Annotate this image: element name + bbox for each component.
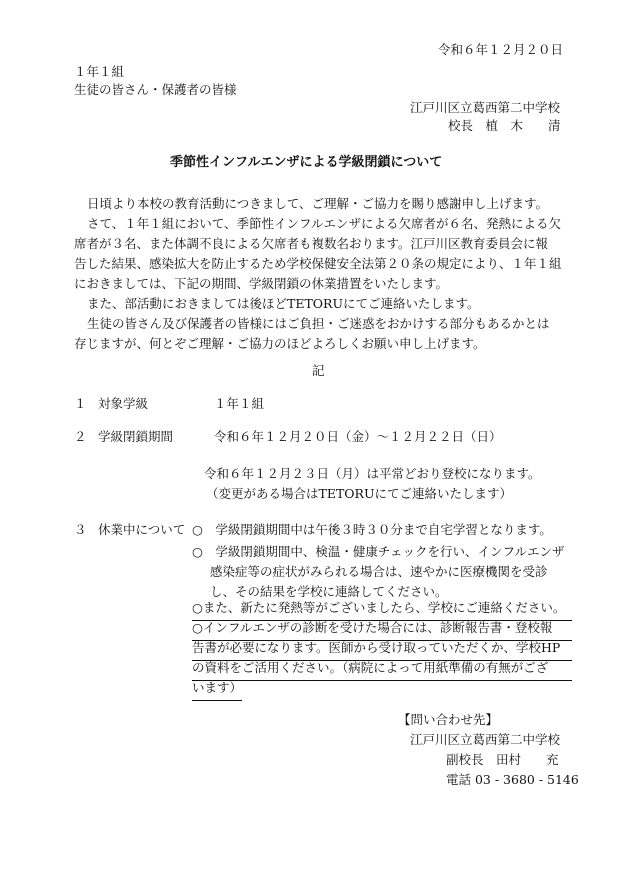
item-2-label: 学級閉鎖期間 xyxy=(98,429,174,444)
underlined-line-3 xyxy=(192,640,572,661)
issuer-school: 江戸川区立葛西第二中学校 xyxy=(410,100,561,115)
underlined-text: ○インフルエンザの診断を受けた場合には、診断報告書・登校報 xyxy=(192,620,553,635)
item-2-number: ２ xyxy=(74,429,87,444)
issue-date: 令和６年１２月２０日 xyxy=(438,42,564,57)
underlined-line-5 xyxy=(192,680,242,701)
contact-heading: 【問い合わせ先】 xyxy=(398,712,499,727)
contact-person: 副校長 田村 充 xyxy=(446,752,559,767)
recipient-class: １年１組 xyxy=(74,64,125,79)
underlined-text: 告書が必要になります。医師から受け取っていただくか、学校HP xyxy=(192,640,561,655)
body-line: さて、１年１組において、季節性インフルエンザによる欠席者が６名、発熱による欠 xyxy=(87,216,562,231)
item-1-number: １ xyxy=(74,396,87,411)
body-line: 日頃より本校の教育活動につきまして、ご理解・ご協力を賜り感謝申し上げます。 xyxy=(87,196,549,211)
item-3-label: 休業中について xyxy=(98,522,186,537)
recipient-people: 生徒の皆さん・保護者の皆様 xyxy=(74,82,237,97)
underlined-text: の資料をご活用ください。（病院によって用紙準備の有無がござ xyxy=(192,660,549,675)
underlined-line-4 xyxy=(192,660,572,681)
underlined-text: ○また、新たに発熱等がございましたら、学校にご連絡ください。 xyxy=(192,600,566,615)
body-line: におきましては、下記の期間、学級閉鎖の休業措置をいたします。 xyxy=(74,276,449,291)
item-1-label: 対象学級 xyxy=(98,396,149,411)
body-text xyxy=(74,194,574,354)
item-2-value: 令和６年１２月２０日（金）～１２月２２日（日） xyxy=(214,429,502,444)
body-line: 告した結果、感染拡大を防止するため学校保健安全法第２０条の規定により、１年１組 xyxy=(74,256,562,271)
body-line: 生徒の皆さん及び保護者の皆様にはご負担・ご迷惑をおかけする部分もあるかとは xyxy=(87,316,550,331)
item-2-note-1: 令和６年１２月２３日（月）は平常どおり登校になります。 xyxy=(204,466,541,481)
document-title: 季節性インフルエンザによる学級閉鎖について xyxy=(170,155,443,170)
body-line: 存じますが、何とぞご理解・ご協力のほどよろしくお願い申し上げます。 xyxy=(74,336,486,351)
item-3-bullet-2-line-3: し、その結果を学校に連絡してください。 xyxy=(210,584,448,599)
item-3-number: ３ xyxy=(74,522,87,537)
body-line: また、部活動におきましては後ほどTETORUにてご連絡いたします。 xyxy=(87,296,480,311)
item-2-note-2: （変更がある場合はTETORUにてご連絡いたします） xyxy=(206,486,512,501)
item-1-value: １年１組 xyxy=(214,396,265,411)
underlined-line-2 xyxy=(192,620,572,641)
underlined-line-1 xyxy=(192,600,572,621)
issuer-principal: 校長 植 木 清 xyxy=(448,118,561,133)
contact-school: 江戸川区立葛西第二中学校 xyxy=(410,732,561,747)
body-line: 席者が３名、また体調不良による欠席者も複数名おります。江戸川区教育委員会に報 xyxy=(74,236,549,251)
ki-marker: 記 xyxy=(312,363,325,378)
underlined-text: います） xyxy=(192,680,243,695)
contact-phone: 電話 03 - 3680 - 5146 xyxy=(446,772,579,787)
item-3-bullet-2-line-1: ○ 学級閉鎖期間中、検温・健康チェックを行い、インフルエンザ xyxy=(192,544,565,559)
item-3-bullet-2-line-2: 感染症等の症状がみられる場合は、速やかに医療機関を受診 xyxy=(210,564,548,579)
item-3-bullet-1: ○ 学級閉鎖期間中は午後３時３０分まで自宅学習となります。 xyxy=(192,522,552,537)
